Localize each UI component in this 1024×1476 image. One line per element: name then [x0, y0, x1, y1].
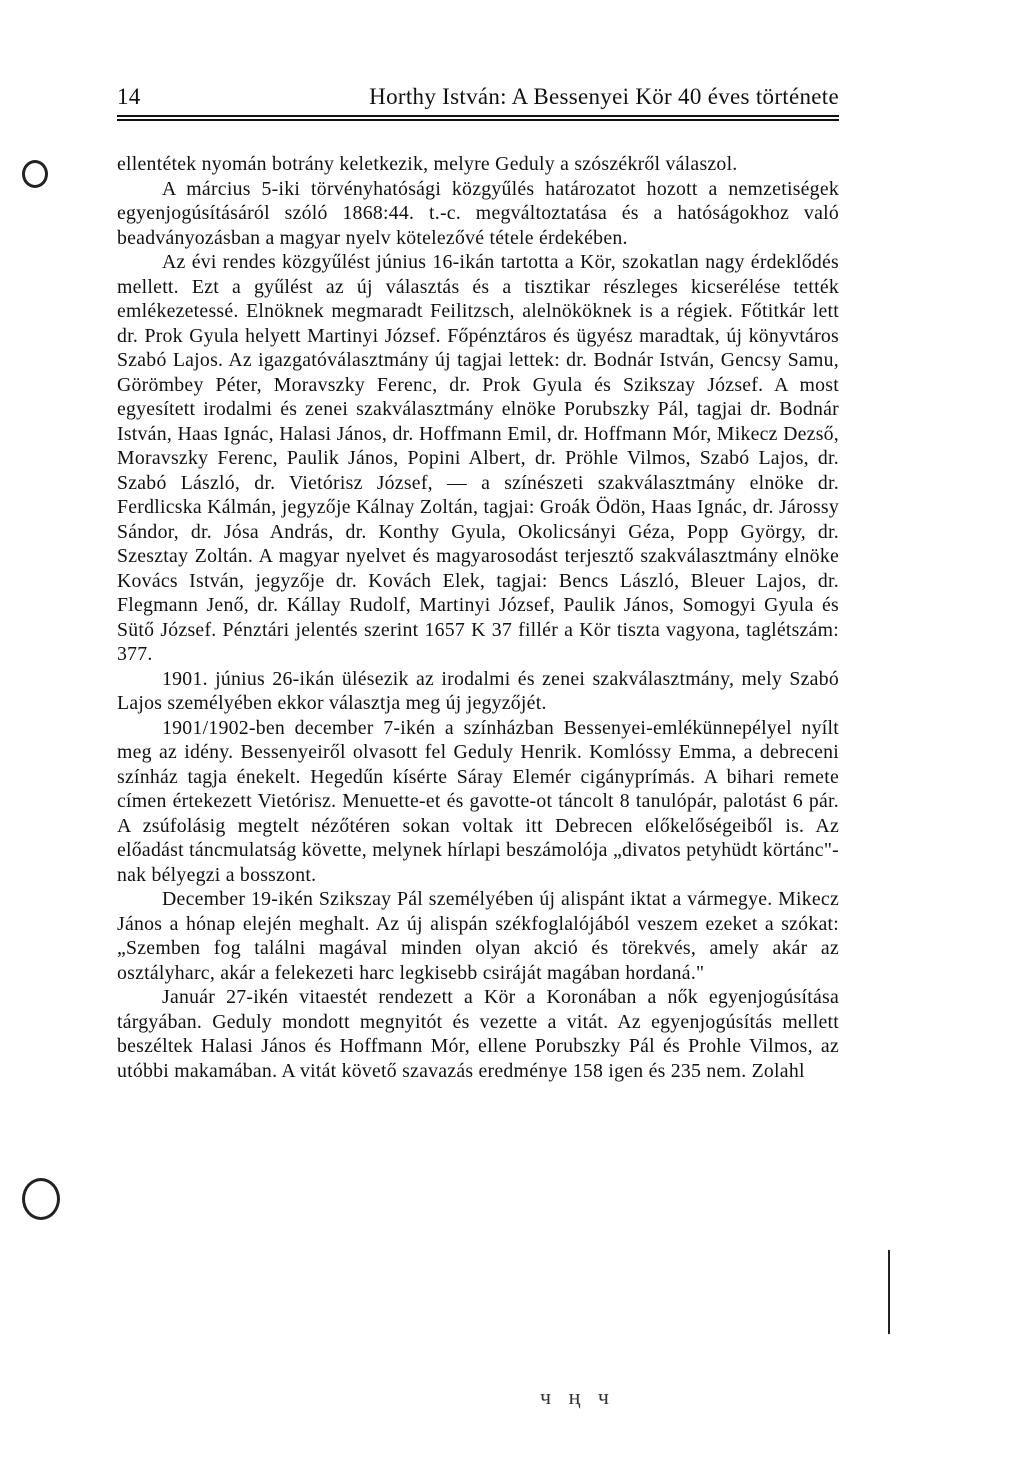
paragraph-4: 1901. június 26-ikán ülésezik az irodalmi és zenei szakválasztmány, mely Szabó Lajos személyében ekkor választja meg új jegyzőjét.	[117, 667, 839, 714]
running-title: Horthy István: A Bessenyei Kör 40 éves története	[369, 84, 839, 109]
paragraph-3: Az évi rendes közgyűlést június 16-ikán tartotta a Kör, szokatlan nagy érdeklődés mellett. Ezt a gyűlést az új választás és a tisztikar részleges kicserélése tették emlékezetessé. Elnöknek megmaradt Feilitzsch, alelnököknek is a régiek. Főtitkár lett dr. Prok Gyula helyett Martinyi József. Főpénztáros és ügyész maradtak, új könyvtáros Szabó Lajos. Az igazgatóválasztmány új tagjai lettek: dr. Bodnár István, Gencsy Samu, Görömbey Péter, Moravszky Ferenc, dr. Prok Gyula és Szikszay József. A most egyesített irodalmi és zenei szakválasztmány elnöke Porubszky Pál, tagjai dr. Bodnár István, Haas Ignác, Halasi János, dr. Hoffmann Emil, dr. Hoffmann Mór, Mikecz Dezső, Moravszky Ferenc, Paulik János, Popini Albert, dr. Pröhle Vilmos, Szabó Lajos, dr. Szabó László, dr. Vietórisz József, — a színészeti szakválasztmány elnöke dr. Ferdlicska Kálmán, jegyzője Kálnay Zoltán, tagjai: Groák Ödön, Haas Ignác, dr. Járossy Sándor, dr. Jósa András, dr. Konthy Gyula, Okolicsányi Géza, Popp György, dr. Szesztay Zoltán. A magyar nyelvet és magyarosodást terjesztő szakválasztmány elnöke Kovács István, jegyzője dr. Kovách Elek, tagjai: Bencs László, Bleuer Lajos, dr. Flegmann Jenő, dr. Kállay Rudolf, Martinyi József, Paulik János, Somogyi Gyula és Sütő József. Pénztári jelentés szerint 1657 K 37 fillér a Kör tiszta vagyona, taglétszám: 377.	[117, 251, 839, 665]
margin-mark-line	[888, 1250, 890, 1334]
paragraph-1: ellentétek nyomán botrány keletkezik, melyre Geduly a szószékről válaszol.	[117, 153, 738, 175]
punch-hole-bottom	[22, 1178, 60, 1220]
header-rule-top	[117, 115, 839, 117]
page-number: 14	[117, 84, 141, 109]
body-text	[117, 152, 839, 1083]
paragraph-6: December 19-ikén Szikszay Pál személyében új alispánt iktat a vármegye. Mikecz János a hónap elején meghalt. Az új alispán székfoglalójából veszem ezeket a szókat: „Szemben fog találni magával minden olyan akció és törekvés, amely akár az osztályharc, akár a felekezeti harc legkisebb csiráját magában hordaná."	[117, 888, 839, 984]
punch-hole-top	[22, 160, 48, 188]
header-rule-bottom	[117, 119, 839, 121]
footer-marks: ч ң ч	[540, 1384, 615, 1409]
paragraph-2: A március 5-iki törvényhatósági közgyűlés határozatot hozott a nemzetiségek egyenjogúsításáról szóló 1868:44. t.-c. megváltoztatása és a hatóságokhoz való beadványozásban a magyar nyelv kötelezővé tétele érdekében.	[117, 177, 839, 249]
paragraph-7: Január 27-ikén vitaestét rendezett a Kör a Koronában a nők egyenjogúsítása tárgyában. Geduly mondott megnyitót és vezette a vitát. Az egyenjogúsítás mellett beszéltek Halasi János és Hoffmann Mór, ellene Porubszky Pál és Prohle Vilmos, az utóbbi makamában. A vitát követő szavazás eredménye 158 igen és 235 nem. Zolahl	[117, 986, 839, 1082]
paragraph-5: 1901/1902-ben december 7-ikén a színházban Bessenyei-emlékünnepélyel nyílt meg az idény. Bessenyeiről olvasott fel Geduly Henrik. Komlóssy Emma, a debreceni színház tagja énekelt. Hegedűn kísérte Sáray Elemér cigányprímás. A bihari remete címen értekezett Vietórisz. Menuette-et és gavotte-ot táncolt 8 tanulópár, palotást 6 pár. A zsúfolásig megtelt nézőtéren sokan voltak itt Debrecen előkelőségeiből is. Az előadást táncmulatság követte, melynek hírlapi beszámolója „divatos petyhüdt körtánc"-nak bélyegzi a bosszont.	[117, 716, 839, 886]
